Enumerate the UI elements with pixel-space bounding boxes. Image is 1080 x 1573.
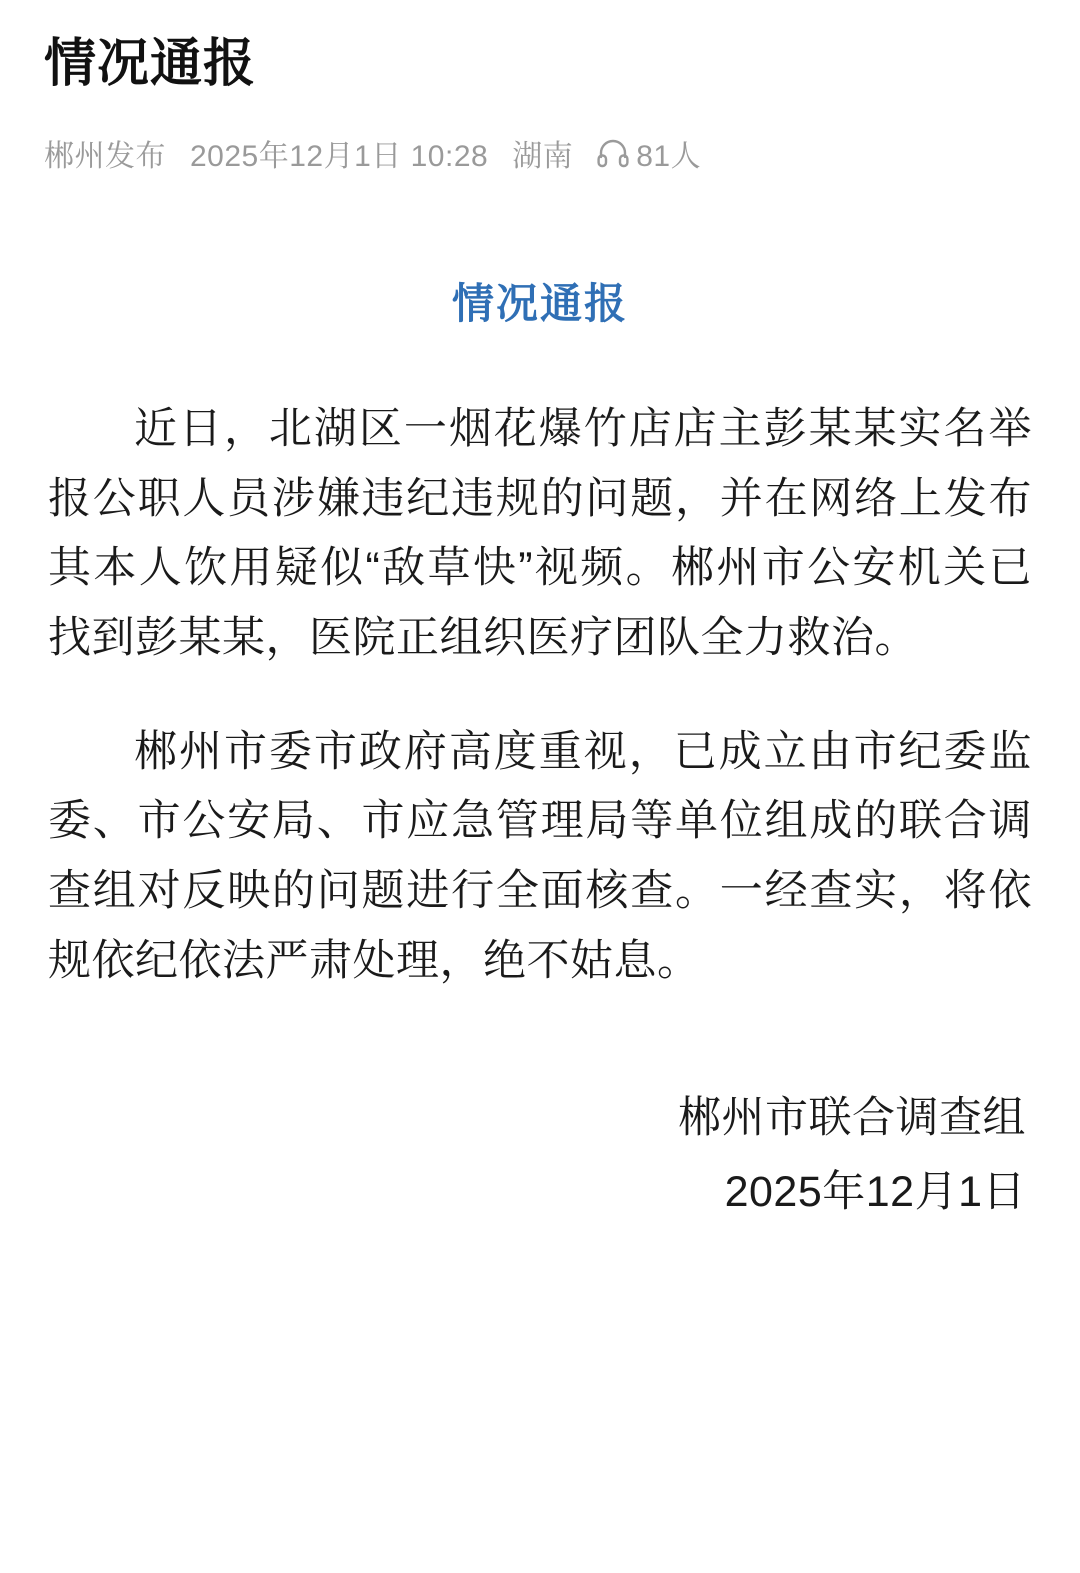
signature-block — [48, 1084, 1032, 1227]
article-body — [44, 271, 1036, 1228]
listen-count: 81人 — [636, 140, 702, 173]
page-title: 情况通报 — [44, 35, 257, 93]
document-heading: 情况通报 — [451, 280, 628, 327]
paragraph-2: 郴州市委市政府高度重视，已成立由市纪委监委、市公安局、市应急管理局等单位组成的联合调查组对反映的问题进行全面核查。一经查实，将依规依纪依法严肃处理，绝不姑息。 — [48, 727, 1032, 985]
signature-org: 郴州市联合调查组 — [678, 1094, 1026, 1143]
paragraph-1: 近日，北湖区一烟花爆竹店店主彭某某实名举报公职人员涉嫌违纪违规的问题，并在网络上发布其本人饮用疑似“敌草快”视频。郴州市公安机关已找到彭某某，医院正组织医疗团队全力救治。 — [48, 405, 1032, 662]
meta-region: 湖南 — [512, 140, 574, 173]
meta-datetime: 2025年12月1日 10:28 — [190, 140, 489, 173]
article-meta — [44, 131, 1036, 175]
signature-date: 2025年12月1日 — [724, 1167, 1026, 1216]
listen-button[interactable] — [597, 131, 701, 175]
meta-source[interactable]: 郴州发布 — [44, 140, 166, 173]
headphone-icon — [597, 138, 629, 168]
